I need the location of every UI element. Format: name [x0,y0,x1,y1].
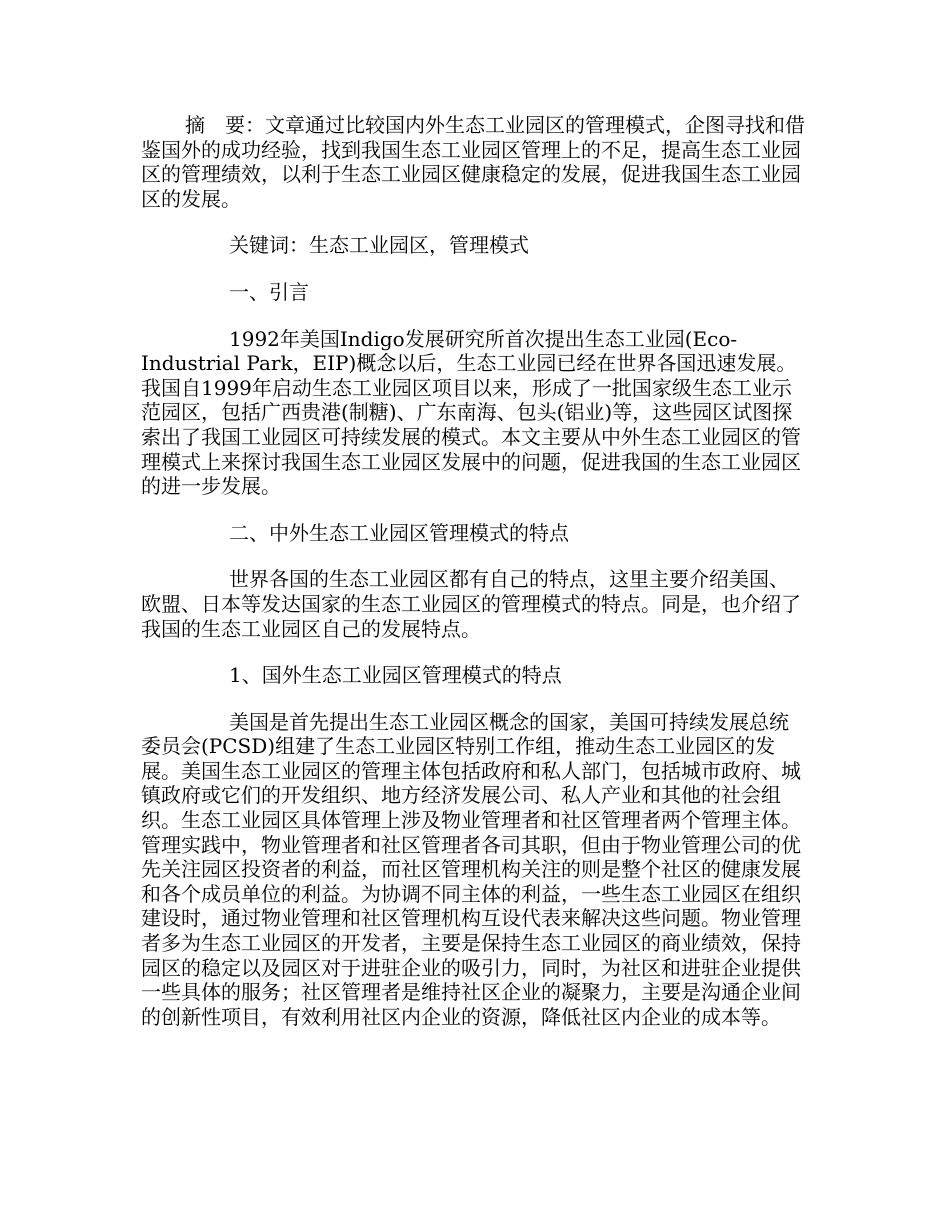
introduction-paragraph: 1992年美国Indigo发展研究所首次提出生态工业园(Eco-Industrial Park，EIP)概念以后，生态工业园已经在世界各国迅速发展。我国自1999年启动生态工业园区项目以来，形成了一批国家级生态工业示范园区，包括广西贵港(制糖)、广东南海、包头(铝业)等，这些园区试图探索出了我国工业园区可持续发展的模式。本文主要从中外生态工业园区的管理模式上来探讨我国生态工业园区发展中的问题，促进我国的生态工业园区的进一步发展。 [141,326,801,499]
world-overview-paragraph: 世界各国的生态工业园区都有自己的特点，这里主要介绍美国、欧盟、日本等发达国家的生态工业园区的管理模式的特点。同是，也介绍了我国的生态工业园区自己的发展特点。 [141,567,801,641]
keywords-line: 关键词：生态工业园区，管理模式 [229,233,529,258]
usa-paragraph: 美国是首先提出生态工业园区概念的国家，美国可持续发展总统委员会(PCSD)组建了生态工业园区特别工作组，推动生态工业园区的发展。美国生态工业园区的管理主体包括政府和私人部门，包括城市政府、城镇政府或它们的开发组织、地方经济发展公司、私人产业和其他的社会组织。生态工业园区具体管理上涉及物业管理者和社区管理者两个管理主体。管理实践中，物业管理者和社区管理者各司其职，但由于物业管理公司的优先关注园区投资者的利益，而社区管理机构关注的则是整个社区的健康发展和各个成员单位的利益。为协调不同主体的利益，一些生态工业园区在组织建设时，通过物业管理和社区管理机构互设代表来解决这些问题。物业管理者多为生态工业园区的开发者，主要是保持生态工业园区的商业绩效，保持园区的稳定以及园区对于进驻企业的吸引力，同时，为社区和进驻企业提供一些具体的服务；社区管理者是维持社区企业的凝聚力，主要是沟通企业间的创新性项目，有效利用社区内企业的资源，降低社区内企业的成本等。 [141,709,801,1029]
section-heading-characteristics: 二、中外生态工业园区管理模式的特点 [229,520,569,545]
document-body [141,113,806,1029]
abstract-paragraph: 摘 要：文章通过比较国内外生态工业园区的管理模式，企图寻找和借鉴国外的成功经验，找到我国生态工业园区管理上的不足，提高生态工业园区的管理绩效，以利于生态工业园区健康稳定的发展，促进我国生态工业园区的发展。 [141,113,805,211]
section-heading-introduction: 一、引言 [229,279,309,304]
subsection-heading-foreign: 1、国外生态工业园区管理模式的特点 [229,663,562,688]
